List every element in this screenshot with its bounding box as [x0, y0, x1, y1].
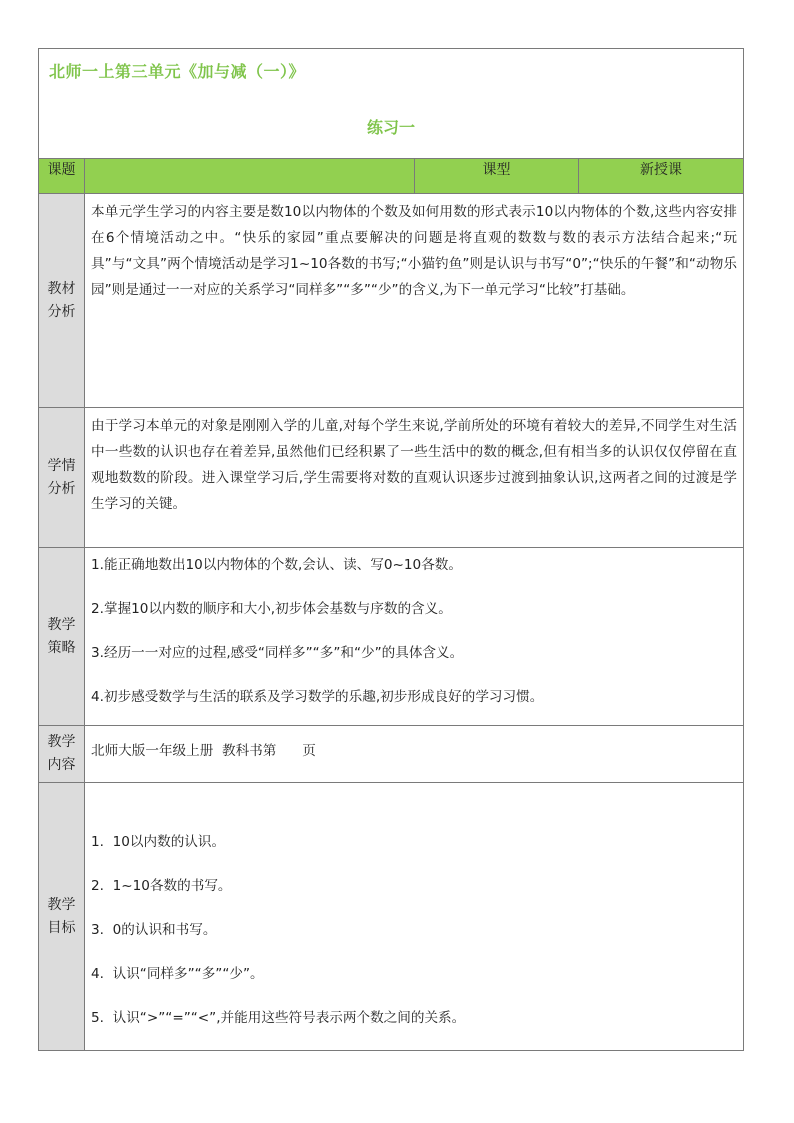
- section-label: 教学: [47, 896, 76, 913]
- document-subtitle: 练习一: [366, 118, 415, 137]
- section-label: 分析: [47, 480, 76, 497]
- list-item: 1.能正确地数出10以内物体的个数,会认、读、写0~10各数。: [91, 557, 462, 573]
- section-label: 教学: [47, 734, 76, 750]
- list-item: 2. 1~10各数的书写。: [91, 878, 232, 894]
- lesson-plan-table: [38, 48, 744, 1051]
- topic-value-cell: [85, 159, 415, 194]
- teaching-content-content: [85, 726, 744, 783]
- type-label-cell: [415, 159, 579, 194]
- list-item: 5. 认识“>”“=”“<”,并能用这些符号表示两个数之间的关系。: [91, 1010, 466, 1026]
- section-label: 分析: [47, 303, 76, 320]
- teaching-content-label-cell: [39, 726, 85, 783]
- title-cell: [39, 49, 744, 159]
- document-title: 北师一上第三单元《加与减（一）》: [49, 62, 306, 81]
- list-item: 4. 认识“同样多”“多”“少”。: [91, 966, 264, 982]
- topic-label-cell: [39, 159, 85, 194]
- type-value-cell: [579, 159, 744, 194]
- textbook-analysis-content: [85, 194, 744, 408]
- teaching-goals-content: [85, 783, 744, 1051]
- learner-analysis-label-cell: [39, 408, 85, 548]
- topic-label: 课题: [47, 162, 76, 178]
- section-label: 教学: [47, 616, 76, 633]
- type-value: 新授课: [640, 162, 682, 178]
- section-label: 内容: [47, 757, 76, 773]
- paragraph: 本单元学生学习的内容主要是数10以内物体的个数及如何用数的形式表示10以内物体的个数,这些内容安排在6个情境活动之中。“快乐的家园”重点要解决的问题是将直观的数数与数的表示方法结合起来;“玩具”与“文具”两个情境活动是学习1~10各数的书写;“小猫钓鱼”则是认识与书写“0”;“快乐的午餐”和“动物乐园”则是通过一一对应的关系学习“同样多”“多”“少”的含义,为下一单元学习“比较”打基础。: [91, 204, 737, 298]
- type-label: 课型: [482, 162, 511, 178]
- teaching-goals-label-cell: [39, 783, 85, 1051]
- section-label: 学情: [47, 457, 76, 474]
- textbook-analysis-label-cell: [39, 194, 85, 408]
- textbook-reference: 北师大版一年级上册 教科书第 页: [91, 743, 316, 759]
- section-label: 策略: [47, 639, 76, 656]
- learner-analysis-content: [85, 408, 744, 548]
- section-label: 目标: [47, 919, 76, 936]
- list-item: 1. 10以内数的认识。: [91, 834, 226, 850]
- list-item: 4.初步感受数学与生活的联系及学习数学的乐趣,初步形成良好的学习习惯。: [91, 689, 544, 705]
- list-item: 3. 0的认识和书写。: [91, 922, 217, 938]
- paragraph: 由于学习本单元的对象是刚刚入学的儿童,对每个学生来说,学前所处的环境有着较大的差异,不同学生对生活中一些数的认识也存在着差异,虽然他们已经积累了一些生活中的数的概念,但有相当多的认识仅仅停留在直观地数数的阶段。进入课堂学习后,学生需要将对数的直观认识逐步过渡到抽象认识,这两者之间的过渡是学生学习的关键。: [91, 418, 737, 512]
- teaching-strategy-label-cell: [39, 548, 85, 726]
- list-item: 2.掌握10以内数的顺序和大小,初步体会基数与序数的含义。: [91, 601, 452, 617]
- list-item: 3.经历一一对应的过程,感受“同样多”“多”和“少”的具体含义。: [91, 645, 464, 661]
- teaching-strategy-content: [85, 548, 744, 726]
- section-label: 教材: [47, 280, 76, 297]
